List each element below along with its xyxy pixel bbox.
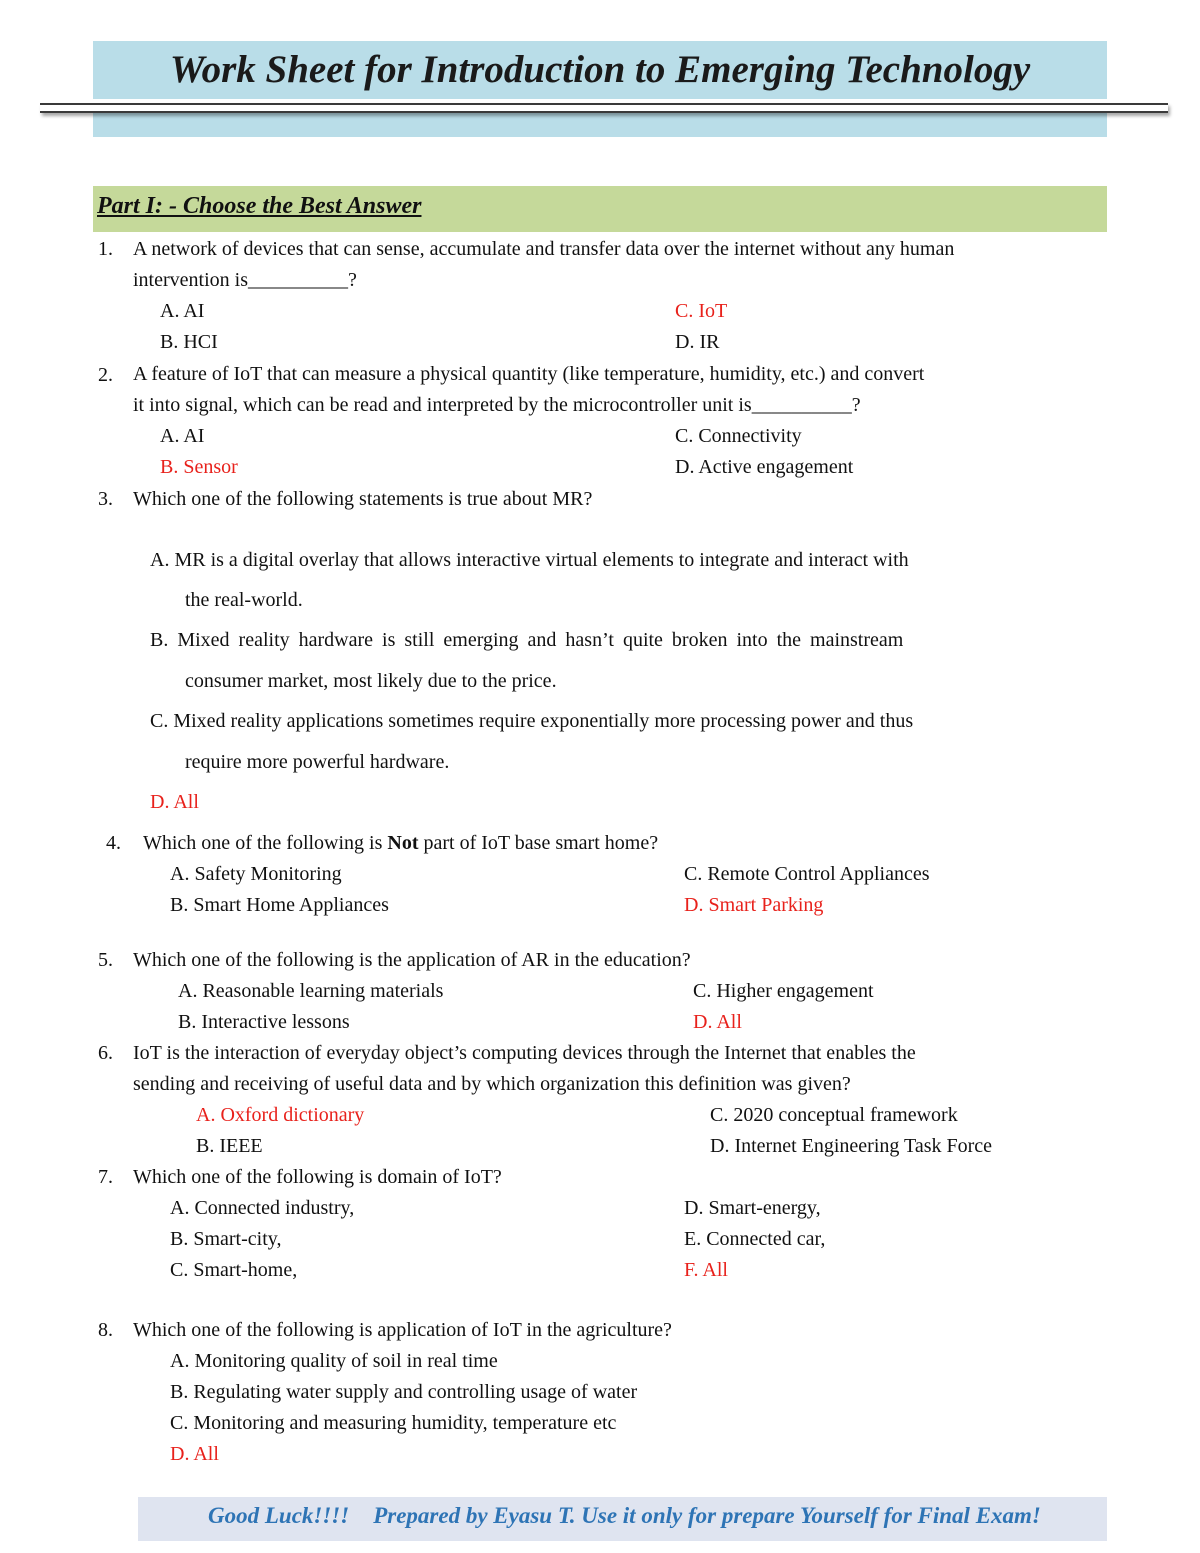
- option-answer: D. Smart Parking: [684, 894, 824, 916]
- question-text: A network of devices that can sense, accumulate and transfer data over the internet without any human: [133, 238, 955, 260]
- title-band-lower: [93, 112, 1107, 137]
- option: C. Smart-home,: [170, 1259, 298, 1281]
- part-title: Part I: - Choose the Best Answer: [97, 193, 422, 219]
- option: B. IEEE: [196, 1135, 263, 1157]
- page-title: Work Sheet for Introduction to Emerging Technology: [169, 48, 1031, 91]
- question-number: 2.: [98, 364, 113, 386]
- option-answer: A. Oxford dictionary: [196, 1104, 365, 1126]
- option: C. Higher engagement: [693, 980, 874, 1002]
- option: B. Interactive lessons: [178, 1011, 350, 1033]
- option: B. Smart Home Appliances: [170, 894, 389, 916]
- option: C. 2020 conceptual framework: [710, 1104, 958, 1126]
- option-answer: D. All: [170, 1443, 219, 1465]
- question-number: 4.: [106, 832, 121, 854]
- option: A. Safety Monitoring: [170, 863, 342, 885]
- title-rule: [40, 103, 1168, 113]
- option: B. HCI: [160, 331, 218, 353]
- option: A. AI: [160, 300, 205, 322]
- option: E. Connected car,: [684, 1228, 826, 1250]
- option-answer: B. Sensor: [160, 456, 238, 478]
- option: B. Smart-city,: [170, 1228, 282, 1250]
- question-text: intervention is__________?: [133, 269, 357, 291]
- question-number: 6.: [98, 1042, 113, 1064]
- option: C. Remote Control Appliances: [684, 863, 930, 885]
- option: D. Smart-energy,: [684, 1197, 821, 1219]
- question-text: Which one of the following statements is true about MR?: [133, 488, 593, 510]
- option-answer: D. All: [693, 1011, 742, 1033]
- option-continued: require more powerful hardware.: [185, 751, 450, 773]
- option: A. Connected industry,: [170, 1197, 355, 1219]
- question-text: sending and receiving of useful data and by which organization this definition was given?: [133, 1073, 851, 1095]
- option: D. IR: [675, 331, 720, 353]
- option-continued: consumer market, most likely due to the price.: [185, 670, 557, 692]
- option: A. Reasonable learning materials: [178, 980, 444, 1002]
- option-answer: D. All: [150, 791, 199, 813]
- question-number: 8.: [98, 1319, 113, 1341]
- question-text: Which one of the following is application of IoT in the agriculture?: [133, 1319, 672, 1341]
- question-text: Which one of the following is domain of IoT?: [133, 1166, 502, 1188]
- option: C. Connectivity: [675, 425, 802, 447]
- footer-good-luck: Good Luck!!!!: [208, 1503, 350, 1528]
- question-number: 1.: [98, 238, 113, 260]
- question-number: 3.: [98, 488, 113, 510]
- question-text: IoT is the interaction of everyday object’s computing devices through the Internet that enables the: [133, 1042, 916, 1064]
- question-number: 7.: [98, 1166, 113, 1188]
- question-text: A feature of IoT that can measure a physical quantity (like temperature, humidity, etc.) and convert: [133, 363, 925, 385]
- option: A. MR is a digital overlay that allows interactive virtual elements to integrate and interact with: [150, 549, 909, 571]
- option: B. Mixed reality hardware is still emerging and hasn’t quite broken into the mainstream: [150, 629, 904, 651]
- option: D. Internet Engineering Task Force: [710, 1135, 993, 1157]
- footer: [208, 1500, 1041, 1532]
- question-number: 5.: [98, 949, 113, 971]
- option-answer: F. All: [684, 1259, 728, 1281]
- option: A. Monitoring quality of soil in real time: [170, 1350, 498, 1372]
- option: B. Regulating water supply and controlling usage of water: [170, 1381, 638, 1403]
- question-text: it into signal, which can be read and interpreted by the microcontroller unit is__________?: [133, 394, 861, 416]
- option-continued: the real-world.: [185, 589, 303, 611]
- option: A. AI: [160, 425, 205, 447]
- footer-prepared-by: Prepared by Eyasu T. Use it only for prepare Yourself for Final Exam!: [373, 1503, 1041, 1528]
- option: D. Active engagement: [675, 456, 854, 478]
- option: C. Mixed reality applications sometimes require exponentially more processing power and thus: [150, 710, 914, 732]
- question-text: Which one of the following is Not part of IoT base smart home?: [143, 832, 659, 854]
- question-text: Which one of the following is the application of AR in the education?: [133, 949, 691, 971]
- option-answer: C. IoT: [675, 300, 728, 322]
- option: C. Monitoring and measuring humidity, temperature etc: [170, 1412, 617, 1434]
